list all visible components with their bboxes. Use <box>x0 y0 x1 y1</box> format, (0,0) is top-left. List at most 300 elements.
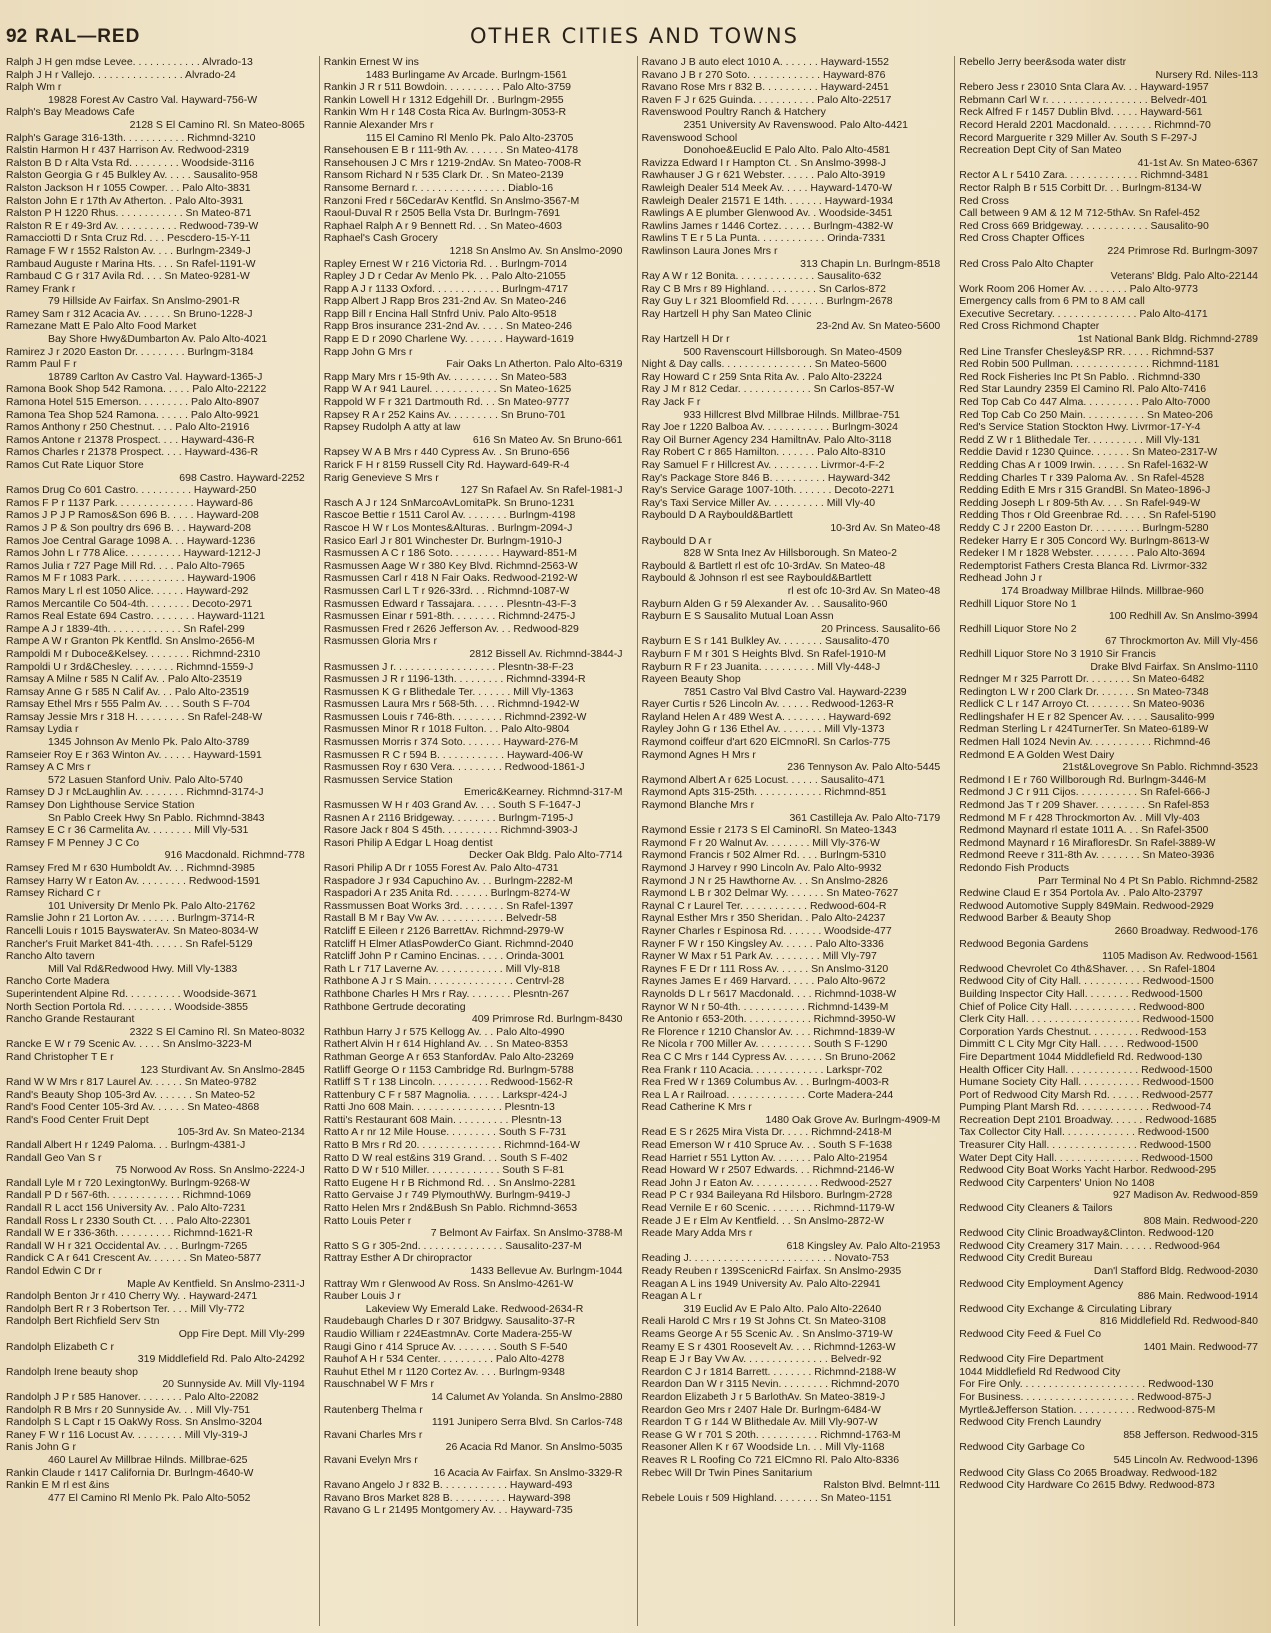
listing-entry: Ramona Book Shop 542 Ramona. . . . . Palo Alto-22122 <box>6 383 267 396</box>
listing-entry: Randall Ross L r 2330 South Ct. . . . Palo Alto-22301 <box>6 1214 251 1227</box>
listing-continuation: 236 Tennyson Av. Palo Alto-5445 <box>787 761 941 774</box>
listing-entry: Ravenswood School <box>641 131 738 144</box>
listing-entry: Ratto S G r 305-2nd. . . . . . . . . . . . . . . Sausalito-237-M <box>323 1239 582 1252</box>
listing-entry: Rasmussen Minor R r 1018 Fulton. . . Palo Alto-9804 <box>323 723 570 736</box>
listing-entry: Reardon Geo Mrs r 2407 Hale Dr. Burlngm-6484-W <box>641 1403 881 1416</box>
listing-entry: Rapp W A r 941 Laurel. . . . . . . . . . . . Sn Mateo-1625 <box>323 383 572 396</box>
listing-entry: Read John J r Eaton Av. . . . . . . . . . . . Redwood-2527 <box>641 1176 893 1189</box>
listing-entry: Raymond Francis r 502 Almer Rd. . . . Burlngm-5310 <box>641 849 887 862</box>
listing-entry: Record Marguerite r 329 Miller Av. South S F-297-J <box>959 131 1197 144</box>
listing-entry: For Fire Only. . . . . . . . . . . . . . . . . . . . . . Redwood-130 <box>959 1378 1214 1391</box>
listing-entry: Ramsay Ethel Mrs r 555 Palm Av. . . . South S F-704 <box>6 698 251 711</box>
listing-entry: Rattenbury C F r 587 Magnolia. . . . . . Larkspr-424-J <box>323 1088 568 1101</box>
listing-entry: Ramslie John r 21 Lorton Av. . . . . . . Burlngm-3714-R <box>6 912 255 925</box>
listing-entry: Redington L W r 200 Clark Dr. . . . . . . Sn Mateo-7348 <box>959 685 1209 698</box>
listing-entry: Rappold W F r 321 Dartmouth Rd. . . Sn Mateo-9777 <box>323 396 570 409</box>
listing-entry: Rayburn R F r 23 Juanita. . . . . . . . . . Mill Vly-448-J <box>641 660 881 673</box>
listing-entry: Ramos Julia r 727 Page Mill Rd. . . . Palo Alto-7965 <box>6 559 245 572</box>
listing-entry: Red's Service Station Stockton Hwy. Livrmor-17-Y-4 <box>959 421 1201 434</box>
listing-entry: Ramage F W r 1552 Ralston Av. . . . Burlngm-2349-J <box>6 244 251 257</box>
listing-entry: Redwine Claud E r 354 Portola Av. . Palo Alto-23797 <box>959 887 1203 900</box>
listing-entry: Rayburn E S r 141 Bulkley Av. . . . . . . . Sausalito-470 <box>641 635 890 648</box>
listing-entry: Ramos Anthony r 250 Chestnut. . . . Palo Alto-21916 <box>6 421 250 434</box>
listing-entry: Red Top Cab Co 250 Main. . . . . . . . . . . Sn Mateo-206 <box>959 408 1213 421</box>
listing-entry: Redhill Liquor Store No 1 <box>959 597 1077 610</box>
listing-entry: Fire Department 1044 Middlefield Rd. Redwood-130 <box>959 1050 1203 1063</box>
listing-entry: Raugi Gino r 414 Spruce Av. . . . . . . . South S F-540 <box>323 1340 568 1353</box>
listing-entry: Rambaud Auguste r Marina Hts. . . . Sn Rafel-1191-W <box>6 257 256 270</box>
listing-entry: Rawlinson Laura Jones Mrs r <box>641 244 778 257</box>
listing-entry: Ramezane Matt E Palo Alto Food Market <box>6 320 197 333</box>
listing-entry: Executive Secretary. . . . . . . . . . . . . . . Palo Alto-4171 <box>959 307 1208 320</box>
listing-entry: Rasmussen Einar r 591-8th. . . . . . . . Richmnd-2475-J <box>323 610 576 623</box>
listing-entry: Corporation Yards Chestnut. . . . . . . . . Redwood-153 <box>959 1025 1207 1038</box>
listing-entry: Rea L A r Railroad. . . . . . . . . . . . . . Corte Madera-244 <box>641 1088 894 1101</box>
listing-entry: Reasoner Allen K r 67 Woodside Ln. . . Mill Vly-1168 <box>641 1441 885 1454</box>
listing-continuation: 67 Throckmorton Av. Mill Vly-456 <box>1105 635 1258 648</box>
listing-entry: Reams George A r 55 Scenic Av. . Sn Anslmo-3719-W <box>641 1327 893 1340</box>
listing-entry: Rasmussen Fred r 2626 Jefferson Av. . . Redwood-829 <box>323 622 579 635</box>
listing-entry: Ramos John L r 778 Alice. . . . . . . . . . Hayward-1212-J <box>6 547 261 560</box>
listing-entry: Rawlins T E r 5 La Punta. . . . . . . . . . . . Orinda-7331 <box>641 232 886 245</box>
page-header <box>0 22 1271 52</box>
listing-entry: Rand's Food Center Fruit Dept <box>6 1113 149 1126</box>
listing-entry: Red Top Cab Co 447 Alma. . . . . . . . . . Palo Alto-7000 <box>959 396 1211 409</box>
listing-continuation: 1480 Oak Grove Av. Burlngm-4909-M <box>765 1113 941 1126</box>
listing-entry: Rampoldi M r Duboce&Kelsey. . . . . . . . Richmnd-2310 <box>6 647 261 660</box>
listing-entry: Rampe A W r Granton Pk Kentfld. Sn Anslmo-2656-M <box>6 635 255 648</box>
listing-entry: Raymond Blanche Mrs r <box>641 799 755 812</box>
listing-entry: North Section Portola Rd. . . . . . . . . Woodside-3855 <box>6 1000 249 1013</box>
listing-entry: Rand W W Mrs r 817 Laurel Av. . . . . . Sn Mateo-9782 <box>6 1076 257 1089</box>
listing-entry: Rayley John G r 136 Ethel Av. . . . . . . . Mill Vly-1373 <box>641 723 885 736</box>
listing-entry: Ratto A r nr 12 Mile House. . . . . . . . . South S F-731 <box>323 1126 567 1139</box>
listing-entry: Ransehousen E B r 111-9th Av. . . . . . . Sn Mateo-4178 <box>323 144 579 157</box>
listing-entry: Redwood Automotive Supply 849Main. Redwood-2929 <box>959 899 1214 912</box>
listing-continuation: 23-2nd Av. Sn Mateo-5600 <box>816 320 941 333</box>
listing-entry: Redmond E A Golden West Dairy <box>959 748 1115 761</box>
listing-entry: Rebele Louis r 509 Highland. . . . . . . . Sn Mateo-1151 <box>641 1491 892 1504</box>
listing-entry: Rapley J D r Cedar Av Menlo Pk. . . Palo Alto-21055 <box>323 270 566 283</box>
listing-entry: Rattray Wm r Glenwood Av Ross. Sn Anslmo-4261-W <box>323 1277 574 1290</box>
listing-entry: Ramm Paul F r <box>6 358 77 371</box>
listing-entry: Redding Edith E Mrs r 315 GrandBl. Sn Mateo-1896-J <box>959 484 1211 497</box>
listing-entry: Raoul-Duval R r 2505 Bella Vsta Dr. Burlngm-7691 <box>323 207 561 220</box>
listing-entry: Red Cross <box>959 194 1009 207</box>
listing-entry: Read Catherine K Mrs r <box>641 1101 752 1114</box>
listing-entry: Rapsey Rudolph A atty at law <box>323 421 461 434</box>
listing-entry: Redlingshafer H E r 82 Spencer Av. . . . . Sausalito-999 <box>959 710 1215 723</box>
listing-entry: Ravano J B auto elect 1010 A. . . . . . . Hayward-1552 <box>641 56 889 68</box>
listing-entry: Rayer Curtis r 526 Lincoln Av. . . . . . Redwood-1263-R <box>641 698 894 711</box>
listing-entry: Reali Harold C Mrs r 19 St Johns Ct. Sn Mateo-3108 <box>641 1315 887 1328</box>
listing-entry: Rasori Philip A Edgar L Hoag dentist <box>323 836 493 849</box>
listing-entry: Rasnen A r 2116 Bridgeway. . . . . . . . Burlngm-7195-J <box>323 811 574 824</box>
listing-entry: Rathbone A J r S Main. . . . . . . . . . . . . . . Centrvl-28 <box>323 975 565 988</box>
listing-entry: Humane Society City Hall. . . . . . . . . . . Redwood-1500 <box>959 1076 1214 1089</box>
listing-continuation: 19828 Forest Av Castro Val. Hayward-756-W <box>48 93 258 106</box>
listing-continuation: 20 Princess. Sausalito-66 <box>821 622 941 635</box>
listing-entry: Rand's Beauty Shop 105-3rd Av. . . . . . . Sn Mateo-52 <box>6 1088 256 1101</box>
listing-entry: Raudebaugh Charles D r 307 Bridgwy. Sausalito-37-R <box>323 1315 576 1328</box>
listing-continuation: 409 Primrose Rd. Burlngm-8430 <box>471 1013 623 1026</box>
listing-entry: Raynes James E r 469 Harvard. . . . . Palo Alto-9672 <box>641 975 886 988</box>
listing-entry: Read Emerson W r 410 Spruce Av. . . South S F-1638 <box>641 1139 893 1152</box>
listing-entry: Rapp Mary Mrs r 15-9th Av. . . . . . . . . Sn Mateo-583 <box>323 370 567 383</box>
listing-entry: Rauschnabel W F Mrs r <box>323 1378 435 1391</box>
listing-continuation: Parr Terminal No 4 Pt Sn Pablo. Richmnd-2582 <box>1038 874 1258 887</box>
listing-entry: Rasmussen Carl L T r 926-33rd. . . Richmnd-1087-W <box>323 584 570 597</box>
listing-entry: Tax Collector City Hall. . . . . . . . . . . . . Redwood-1500 <box>959 1126 1210 1139</box>
listing-entry: Redwood City Feed & Fuel Co <box>959 1327 1102 1340</box>
listing-entry: Ray's Service Garage 1007-10th. . . . . . . Decoto-2271 <box>641 484 895 497</box>
listing-entry: Emergency calls from 6 PM to 8 AM call <box>959 295 1145 308</box>
listing-entry: Randolph Benton Jr r 410 Cherry Wy. . Hayward-2471 <box>6 1290 258 1303</box>
listing-entry: Reardon C J r 1814 Barrett. . . . . . . . Richmnd-2188-W <box>641 1365 896 1378</box>
listing-entry: Rea Frank r 110 Acacia. . . . . . . . . . . . . Larkspr-702 <box>641 1063 883 1076</box>
listing-entry: Ralph Wm r <box>6 81 62 94</box>
listing-entry: Ransome Bernard r. . . . . . . . . . . . . . . . Diablo-16 <box>323 181 554 194</box>
listing-continuation: 101 University Dr Menlo Pk. Palo Alto-21762 <box>48 899 256 912</box>
listing-entry: Ramey Frank r <box>6 282 76 295</box>
listing-entry: Rayner F W r 150 Kingsley Av. . . . . . Palo Alto-3336 <box>641 937 884 950</box>
listing-entry: Rapley Ernest W r 216 Victoria Rd. . . Burlngm-7014 <box>323 257 567 270</box>
listing-entry: Redwood City Carpenters' Union No 1408 <box>959 1176 1155 1189</box>
listing-entry: Rautenberg Thelma r <box>323 1403 423 1416</box>
listing-entry: Rawlins James r 1446 Cortez. . . . . . Burlngm-4382-W <box>641 219 894 232</box>
listing-entry: Redwood City Employment Agency <box>959 1277 1124 1290</box>
listing-entry: For Business. . . . . . . . . . . . . . . . . . . . Redwood-875-J <box>959 1390 1212 1403</box>
listing-entry: Ramsey Fred M r 630 Humboldt Av. . . Richmnd-3985 <box>6 862 255 874</box>
listing-entry: Randall Geo Van S r <box>6 1151 102 1164</box>
listing-continuation: 698 Castro. Hayward-2252 <box>179 471 305 484</box>
listing-entry: Reardon Dan W r 3115 Nevin. . . . . . . . . Richmnd-2070 <box>641 1378 900 1391</box>
listing-entry: Ray Jack F r <box>641 396 701 409</box>
listing-entry: Ratto Eugene H r B Richmond Rd. . . Sn Anslmo-2281 <box>323 1176 576 1189</box>
listing-entry: Rankin E M rl est &ins <box>6 1479 110 1492</box>
listing-continuation: 808 Main. Redwood-220 <box>1143 1214 1258 1227</box>
listing-entry: Ray Samuel F r Hillcrest Av. . . . . . . . . Livrmor-4-F-2 <box>641 459 885 471</box>
listing-continuation: Fair Oaks Ln Atherton. Palo Alto-6319 <box>446 358 623 371</box>
listing-entry: Rea Fred W r 1369 Columbus Av. . . Burlngm-4003-R <box>641 1076 890 1089</box>
listing-entry: Raybould & Bartlett rl est ofc 10-3rdAv. Sn Mateo-48 <box>641 559 886 572</box>
listing-entry: Ratliff George O r 1153 Cambridge Rd. Burlngm-5788 <box>323 1063 574 1076</box>
listing-entry: Rasmussen Louis r 746-8th. . . . . . . . . Richmnd-2392-W <box>323 710 587 723</box>
listing-entry: Ralston Georgia G r 45 Bulkley Av. . . . . Sausalito-958 <box>6 169 258 182</box>
listing-entry: Rease G W r 701 S 20th. . . . . . . . . . . Richmnd-1763-M <box>641 1428 901 1441</box>
listing-entry: Ratto D W r 510 Miller. . . . . . . . . . . . . South S F-81 <box>323 1164 565 1177</box>
listing-entry: Rasmussen Morris r 374 Soto. . . . . . . Hayward-276-M <box>323 736 579 749</box>
listing-entry: Raynal Esther Mrs r 350 Sheridan. . Palo Alto-24237 <box>641 912 886 925</box>
listing-entry: Rasmussen Edward r Tassajara. . . . . . Plesntn-43-F-3 <box>323 597 577 610</box>
listing-entry: Raymond Agnes H Mrs r <box>641 748 756 761</box>
listing-continuation: Mill Val Rd&Redwood Hwy. Mill Vly-1383 <box>48 962 238 975</box>
listing-entry: Redmond M F r 428 Throckmorton Av. . Mill Vly-403 <box>959 811 1200 824</box>
listing-continuation: 927 Madison Av. Redwood-859 <box>1113 1189 1258 1202</box>
listing-entry: Ralston P H 1220 Rhus. . . . . . . . . . . . Sn Mateo-871 <box>6 207 252 220</box>
listing-entry: Redeker Harry E r 305 Concord Wy. Burlngm-8613-W <box>959 534 1210 547</box>
listing-entry: Rascoe Bettie r 1511 Carol Av. . . . . . . . Burlngm-4198 <box>323 509 576 522</box>
listing-entry: Redeker I M r 1828 Webster. . . . . . . . Palo Alto-3694 <box>959 547 1206 560</box>
listing-entry: Ramos Joe Central Garage 1098 A. . . Hayward-1236 <box>6 534 256 547</box>
listing-continuation: 123 Sturdivant Av. Sn Anslmo-2845 <box>140 1063 305 1076</box>
listing-entry: Ramos F P r 1137 Park. . . . . . . . . . . . . . Hayward-86 <box>6 496 254 509</box>
listing-entry: Ravano Bros Market 828 B. . . . . . . . . . Hayward-398 <box>323 1491 571 1504</box>
listing-entry: Raphael's Cash Grocery <box>323 232 438 245</box>
listing-entry: Ramey Sam r 312 Acacia Av. . . . . . Sn Bruno-1228-J <box>6 307 253 320</box>
listing-continuation: 75 Norwood Av Ross. Sn Anslmo-2224-J <box>115 1164 305 1177</box>
listing-entry: Health Officer City Hall. . . . . . . . . . . . . Redwood-1500 <box>959 1063 1213 1076</box>
listing-entry: Raymond Albert A r 625 Locust. . . . . . Sausalito-471 <box>641 773 885 786</box>
listing-continuation: 127 Sn Rafael Av. Sn Rafel-1981-J <box>460 484 623 497</box>
listing-entry: Rayburn Alden G r 59 Alexander Av. . . Sausalito-960 <box>641 597 888 610</box>
listing-entry: Raymond J N r 25 Hawthorne Av. . . Sn Anslmo-2826 <box>641 874 888 887</box>
listing-entry: Ramsey D J r McLaughlin Av. . . . . . . . Richmnd-3174-J <box>6 786 264 799</box>
listing-continuation: 816 Middlefield Rd. Redwood-840 <box>1099 1315 1258 1328</box>
listing-entry: Ray Oil Burner Agency 234 HamiltnAv. Palo Alto-3118 <box>641 433 892 446</box>
listing-entry: Randolph R B Mrs r 20 Sunnyside Av. . . Mill Vly-751 <box>6 1403 251 1416</box>
listing-entry: Ramsay Anne G r 585 N Calif Av. . . Palo Alto-23519 <box>6 685 249 698</box>
listing-entry: Randolph Bert R r 3 Robertson Ter. . . . Mill Vly-772 <box>6 1302 245 1315</box>
listing-continuation: Opp Fire Dept. Mill Vly-299 <box>178 1327 305 1340</box>
listing-entry: Rancho Alto tavern <box>6 950 95 963</box>
listing-entry: Read Harriet r 551 Lytton Av. . . . . . . Palo Alto-21954 <box>641 1151 888 1164</box>
listing-entry: Ravano Angelo J r 832 B. . . . . . . . . . . . Hayward-493 <box>323 1479 573 1492</box>
listing-entry: Ramirez J r 2020 Easton Dr. . . . . . . . . Burlngm-3184 <box>6 345 254 358</box>
listing-entry: Ralstin Harmon H r 437 Harrison Av. Redwood-2319 <box>6 144 249 157</box>
listing-entry: Water Dept City Hall. . . . . . . . . . . . . . . Redwood-1500 <box>959 1151 1213 1164</box>
listing-entry: Ratti Jno 608 Main. . . . . . . . . . . . . . . . Plesntn-13 <box>323 1101 555 1114</box>
listing-entry: Ray Hartzell H phy San Mateo Clinic <box>641 307 812 320</box>
listing-continuation: 616 Sn Mateo Av. Sn Bruno-661 <box>472 433 623 446</box>
listing-entry: Rawlings A E plumber Glenwood Av. . Woodside-3451 <box>641 207 893 220</box>
listing-entry: Ratcliff John P r Camino Encinas. . . . . Orinda-3001 <box>323 950 565 963</box>
listing-entry: Ratcliff E Eileen r 2126 BarrettAv. Richmnd-2979-W <box>323 924 564 937</box>
listing-entry: Redmond Maynard r 16 MirafloresDr. Sn Rafel-3889-W <box>959 836 1216 849</box>
listing-entry: Randolph Irene beauty shop <box>6 1365 138 1378</box>
listing-entry: Reddie David r 1230 Quince. . . . . . . Sn Mateo-2317-W <box>959 446 1218 459</box>
listing-entry: Red Cross Palo Alto Chapter <box>959 257 1094 270</box>
listing-continuation: 858 Jefferson. Redwood-315 <box>1123 1428 1258 1441</box>
listing-entry: Recreation Dept City of San Mateo <box>959 144 1122 157</box>
listing-entry: Night & Day calls. . . . . . . . . . . . . . . . Sn Mateo-5600 <box>641 358 887 371</box>
listing-entry: Rasmussen Aage W r 380 Key Blvd. Richmnd-2563-W <box>323 559 578 572</box>
listing-entry: Rastall B M r Bay Vw Av. . . . . . . . . . . . Belvedr-58 <box>323 912 557 925</box>
listing-entry: Rayland Helen A r 489 West A. . . . . . . . Hayward-692 <box>641 710 892 723</box>
listing-entry: Ramsay Lydia r <box>6 723 79 736</box>
listing-continuation: 545 Lincoln Av. Redwood-1396 <box>1113 1453 1258 1466</box>
listing-entry: Raymond J Harvey r 990 Lincoln Av. Palo Alto-9932 <box>641 862 882 874</box>
listing-entry: Rayburn E S Sausalito Mutual Loan Assn <box>641 610 834 623</box>
listing-entry: Record Herald 2201 Macdonald. . . . . . . . Richmnd-70 <box>959 118 1211 131</box>
listing-entry: Ravano J B r 270 Soto. . . . . . . . . . . . . Hayward-876 <box>641 68 886 81</box>
listing-continuation: Decker Oak Bldg. Palo Alto-7714 <box>468 849 623 862</box>
listing-entry: Red Cross 669 Bridgeway. . . . . . . . . . . . Sausalito-90 <box>959 219 1209 232</box>
listing-entry: Rasmussen R C r 594 B. . . . . . . . . . . . Hayward-406-W <box>323 748 583 761</box>
listing-continuation: Donohoe&Euclid E Palo Alto. Palo Alto-4581 <box>683 144 891 157</box>
listing-continuation: 1433 Bellevue Av. Burlngm-1044 <box>470 1265 623 1277</box>
listing-column-1 <box>6 56 311 1626</box>
listing-entry: Raynor W N r 50-4th. . . . . . . . . . . . Richmnd-1439-M <box>641 1000 889 1013</box>
listing-entry: Read P C r 934 Baileyana Rd Hilsboro. Burlngm-2728 <box>641 1189 893 1202</box>
letter-range: RAL—RED <box>35 26 141 47</box>
listing-entry: Redhill Liquor Store No 3 1910 Sir Francis <box>959 647 1156 660</box>
listing-continuation: 313 Chapin Ln. Burlngm-8518 <box>800 257 941 270</box>
listing-continuation: 1345 Johnson Av Menlo Pk. Palo Alto-3789 <box>48 736 250 749</box>
listing-entry: Redmond Jas T r 209 Shaver. . . . . . . . . Sn Rafel-853 <box>959 799 1210 812</box>
listing-entry: Ravano Rose Mrs r 832 B. . . . . . . . . . Hayward-2451 <box>641 81 889 94</box>
listing-continuation: 2322 S El Camino Rl. Sn Mateo-8032 <box>129 1025 305 1038</box>
listing-entry: Rasmussen Service Station <box>323 773 453 786</box>
listing-entry: Ratto Helen Mrs r 2nd&Bush Sn Pablo. Richmnd-3653 <box>323 1202 578 1215</box>
listing-entry: Ramos Drug Co 601 Castro. . . . . . . . . . Hayward-250 <box>6 484 257 497</box>
listing-entry: Rankin Ernest W ins <box>323 56 419 68</box>
listing-entry: Redwood City Garbage Co <box>959 1441 1085 1454</box>
listing-continuation: 618 Kingsley Av. Palo Alto-21953 <box>786 1239 941 1252</box>
listing-entry: Randall W E r 336-36th. . . . . . . . . . Richmnd-1621-R <box>6 1227 253 1240</box>
listing-entry: Rarick F H r 8159 Russell City Rd. Hayward-649-R-4 <box>323 459 570 471</box>
listing-entry: Rattray Esther A Dr chiropractor <box>323 1252 472 1265</box>
listing-continuation: Dan'l Stafford Bldg. Redwood-2030 <box>1093 1265 1258 1277</box>
listing-entry: Building Inspector City Hall. . . . . . . . Redwood-1500 <box>959 987 1203 1000</box>
listing-entry: Re Florence r 1210 Chanslor Av. . . . Richmnd-1839-W <box>641 1025 895 1038</box>
listing-entry: Rathert Alvin H r 614 Highland Av. . . Sn Mateo-8353 <box>323 1038 568 1051</box>
listing-continuation: Lakeview Wy Emerald Lake. Redwood-2634-R <box>365 1302 584 1315</box>
listing-entry: Ralph J H r Vallejo. . . . . . . . . . . . . . . . Alvrado-24 <box>6 68 236 81</box>
listing-entry: Pumping Plant Marsh Rd. . . . . . . . . . . . . Redwood-74 <box>959 1101 1212 1114</box>
listing-entry: Rancho Corte Madera <box>6 975 110 988</box>
listing-entry: Ravani Evelyn Mrs r <box>323 1453 418 1466</box>
listing-entry: Rapp Albert J Rapp Bros 231-2nd Av. Sn Mateo-246 <box>323 295 567 308</box>
listing-entry: Reading J. . . . . . . . . . . . . . . . . . . . . . . . . Novato-753 <box>641 1252 889 1265</box>
listing-entry: Rebec Will Dr Twin Pines Sanitarium <box>641 1466 813 1479</box>
listing-continuation: Ralston Blvd. Belmnt-111 <box>823 1479 941 1492</box>
listing-entry: Ravizza Edward I r Hampton Ct. . Sn Anslmo-3998-J <box>641 156 887 169</box>
listing-entry: Rathman George A r 653 StanfordAv. Palo Alto-23269 <box>323 1050 574 1063</box>
listing-entry: Rasmussen Carl r 418 N Fair Oaks. Redwood-2192-W <box>323 572 578 585</box>
page-number-block <box>6 26 140 48</box>
listing-entry: Raynes F E Dr r 111 Ross Av. . . . . . Sn Anslmo-3120 <box>641 962 889 975</box>
listing-entry: Redman Sterling L r 424TurnerTer. Sn Mateo-6189-W <box>959 723 1209 736</box>
listing-entry: Rasmussen W H r 403 Grand Av. . . . South S F-1647-J <box>323 799 581 812</box>
listing-entry: Randick C A r 641 Crescent Av. . . . . . . Sn Mateo-5877 <box>6 1252 262 1265</box>
listing-continuation: 16 Acacia Av Fairfax. Sn Anslmo-3329-R <box>433 1466 623 1479</box>
listing-entry: Ramos Cut Rate Liquor Store <box>6 459 144 471</box>
listing-continuation: 933 Hillcrest Blvd Millbrae Hilnds. Millbrae-751 <box>683 408 900 421</box>
listing-entry: Redemptorist Fathers Cresta Blanca Rd. Livrmor-332 <box>959 559 1208 572</box>
listing-entry: Rancelli Louis r 1015 BayswaterAv. Sn Mateo-8034-W <box>6 924 259 937</box>
page-number: 92 <box>6 26 28 47</box>
listing-entry: Ray C B Mrs r 89 Highland. . . . . . . . . Sn Carlos-872 <box>641 282 887 295</box>
listing-entry: Redwood Chevrolet Co 4th&Shaver. . . . Sn Rafel-1804 <box>959 962 1216 975</box>
listing-continuation: 319 Middlefield Rd. Palo Alto-24292 <box>137 1353 305 1366</box>
listing-entry: Redondo Fish Products <box>959 862 1069 874</box>
listing-continuation: Bay Shore Hwy&Dumbarton Av. Palo Alto-4021 <box>48 333 268 346</box>
listing-continuation: 1st National Bank Bldg. Richmnd-2789 <box>1077 333 1258 346</box>
listing-entry: Redwood City Credit Bureau <box>959 1252 1093 1265</box>
listing-entry: Myrtle&Jefferson Station. . . . . . . . . . . Redwood-875-M <box>959 1403 1216 1416</box>
listing-entry: Randall W H r 321 Occidental Av. . . . Burlngm-7265 <box>6 1239 248 1252</box>
listing-column-4 <box>954 56 1264 1626</box>
listing-entry: Redmond I E r 760 Willborough Rd. Burlngm-3446-M <box>959 773 1207 786</box>
listing-entry: Redwood City Fire Department <box>959 1353 1104 1366</box>
listing-column-2 <box>319 56 629 1626</box>
listing-entry: Ransom Richard N r 535 Clark Dr. . Sn Mateo-2139 <box>323 169 564 182</box>
listing-entry: Port of Redwood City Marsh Rd. . . . . . Redwood-2577 <box>959 1088 1214 1101</box>
listing-entry: Ravani Charles Mrs r <box>323 1428 423 1441</box>
listing-entry: Ranzoni Fred r 56CedarAv Kentfld. Sn Anslmo-3567-M <box>323 194 580 207</box>
listing-entry: Redhead John J r <box>959 572 1043 585</box>
listing-entry: Raymond Apts 315-25th. . . . . . . . . . . . Richmnd-851 <box>641 786 887 799</box>
listing-entry: Rauhut Ethel M r 1120 Cortez Av. . . . Burlngm-9348 <box>323 1365 565 1378</box>
listing-entry: Rebello Jerry beer&soda water distr <box>959 56 1127 68</box>
listing-entry: Ramos Mercantile Co 504-4th. . . . . . . . Decoto-2971 <box>6 597 253 610</box>
listing-continuation: 319 Euclid Av E Palo Alto. Palo Alto-22640 <box>683 1302 882 1315</box>
listing-entry: Raven F J r 625 Guinda. . . . . . . . . . . Palo Alto-22517 <box>641 93 892 106</box>
listing-entry: Redwood City Exchange & Circulating Library <box>959 1302 1172 1315</box>
listing-entry: Clerk City Hall. . . . . . . . . . . . . . . . . . . . Redwood-1500 <box>959 1013 1214 1026</box>
listing-continuation: 886 Main. Redwood-1914 <box>1137 1290 1258 1303</box>
listing-entry: Rayner Charles r Espinosa Rd. . . . . . . Woodside-477 <box>641 924 892 937</box>
listing-continuation: 1483 Burlingame Av Arcade. Burlngm-1561 <box>365 68 567 81</box>
listing-entry: Raynolds D L r 5617 Macdonald. . . . Richmnd-1038-W <box>641 987 897 1000</box>
listing-entry: Ramsey F M Penney J C Co <box>6 836 140 849</box>
listing-entry: Rauhof A H r 534 Center. . . . . . . . . . Palo Alto-4278 <box>323 1353 565 1366</box>
listing-entry: Randolph Elizabeth C r <box>6 1340 114 1353</box>
listing-continuation: Nursery Rd. Niles-113 <box>1155 68 1258 81</box>
listing-entry: Redwood City Cleaners & Tailors <box>959 1202 1113 1215</box>
listing-entry: Ralston B D r Alta Vsta Rd. . . . . . . . . Woodside-3116 <box>6 156 255 169</box>
listing-continuation: Sn Pablo Creek Hwy Sn Pablo. Richmnd-3843 <box>48 811 265 824</box>
listing-entry: Ravano G L r 21495 Montgomery Av. . . Hayward-735 <box>323 1504 573 1517</box>
listing-entry: Randolph Bert Richfield Serv Stn <box>6 1315 160 1328</box>
listing-entry: Rapp E D r 2090 Charlene Wy. . . . . . . Hayward-1619 <box>323 333 574 346</box>
listing-entry: Redmen Hall 1024 Nevin Av. . . . . . . . . . . Richmnd-46 <box>959 736 1211 749</box>
listing-entry: Raymond coiffeur d'art 620 ElCmnoRl. Sn Carlos-775 <box>641 736 891 749</box>
listing-entry: Reade Mary Adda Mrs r <box>641 1227 753 1240</box>
listing-entry: Ray Robert C r 865 Hamilton. . . . . . . Palo Alto-8310 <box>641 446 886 459</box>
listing-entry: Redwood City French Laundry <box>959 1416 1102 1429</box>
listing-entry: Randolph S L Capt r 15 OakWy Ross. Sn Anslmo-3204 <box>6 1416 263 1429</box>
section-title: OTHER CITIES AND TOWNS <box>470 24 799 48</box>
listing-entry: Rasmussen K G r Blithedale Ter. . . . . . . Mill Vly-1363 <box>323 685 574 698</box>
listing-entry: Ramsey E C r 36 Carmelita Av. . . . . . . . Mill Vly-531 <box>6 824 249 837</box>
listing-entry: Ratto D W real est&ins 319 Grand. . . South S F-402 <box>323 1151 568 1164</box>
listing-entry: Ralston Jackson H r 1055 Cowper. . . Palo Alto-3831 <box>6 181 251 194</box>
listing-entry: Ratto B Mrs r Rd 20. . . . . . . . . . . . . . . Richmnd-164-W <box>323 1139 580 1152</box>
listing-continuation: Emeric&Kearney. Richmnd-317-M <box>463 786 623 799</box>
listing-entry: Rankin Wm H r 148 Costa Rica Av. Burlngm-3053-R <box>323 106 567 119</box>
listing-entry: Ray Joe r 1220 Balboa Av. . . . . . . . . . . . Burlngm-3024 <box>641 421 898 434</box>
listing-entry: Rapsey R A r 252 Kains Av. . . . . . . . . Sn Bruno-701 <box>323 408 566 421</box>
listing-entry: Reardon T G r 144 W Blithedale Av. Mill Vly-907-W <box>641 1416 878 1429</box>
listing-entry: Rand's Food Center 105-3rd Av. . . . . . Sn Mateo-4868 <box>6 1101 260 1114</box>
listing-continuation: 2812 Bissell Av. Richmnd-3844-J <box>469 647 623 660</box>
listing-entry: Raymond F r 20 Walnut Av. . . . . . . . Mill Vly-376-W <box>641 836 880 849</box>
listing-continuation: 2128 S El Camino Rl. Sn Mateo-8065 <box>129 118 305 131</box>
listing-entry: Rasori Philip A Dr r 1055 Forest Av. Palo Alto-4731 <box>323 862 559 874</box>
listing-entry: Rayner W Max r 51 Park Av. . . . . . . . . Mill Vly-797 <box>641 950 877 963</box>
listing-continuation: 916 Macdonald. Richmnd-778 <box>164 849 305 862</box>
listing-entry: Redhill Liquor Store No 2 <box>959 622 1077 635</box>
listing-entry: Reagan A L r <box>641 1290 702 1303</box>
listing-entry: Rathbun Harry J r 575 Kellogg Av. . . Palo Alto-4990 <box>323 1025 565 1038</box>
listing-entry: Randall Albert H r 1249 Paloma. . . Burlngm-4381-J <box>6 1139 246 1152</box>
listing-entry: Rauber Louis J r <box>323 1290 401 1303</box>
listing-entry: Rancher's Fruit Market 841-4th. . . . . . Sn Rafel-5129 <box>6 937 253 950</box>
listing-continuation: Drake Blvd Fairfax. Sn Anslmo-1110 <box>1090 660 1258 673</box>
listing-continuation: 26 Acacia Rd Manor. Sn Anslmo-5035 <box>445 1441 623 1454</box>
